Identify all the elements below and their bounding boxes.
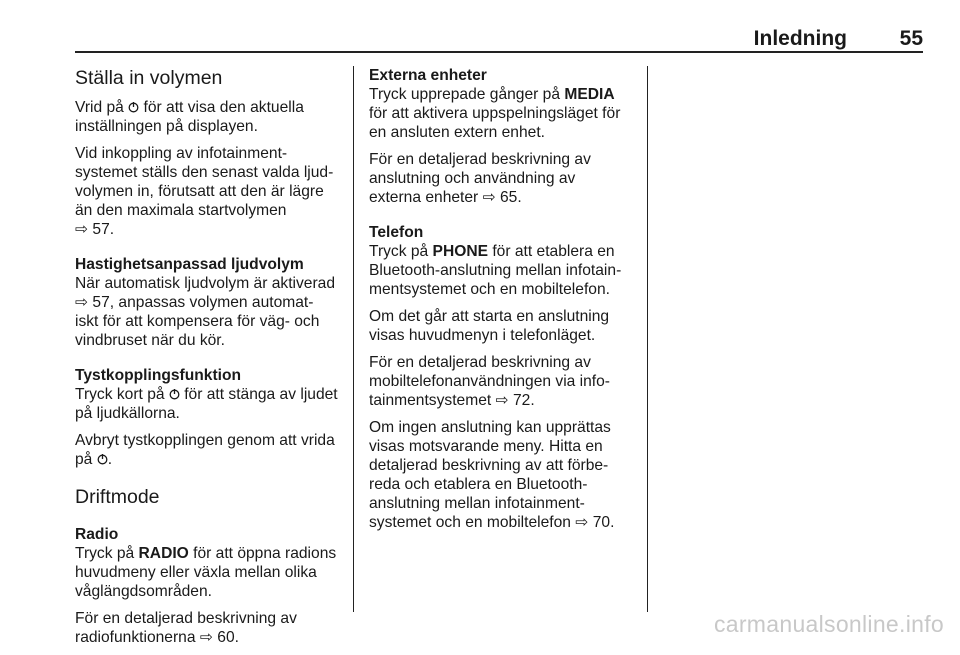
paragraph: Tryck upprepade gånger på MEDIA för att aktivera uppspelningsläget för en ansluten extern enhet. <box>369 86 621 141</box>
paragraph: Vid inkoppling av infotainment- systemet ställs den senast valda ljud- volymen in, förutsatt att den är lägre än den maximala startvolymen ⇨ 57. <box>75 145 334 238</box>
paragraph: Tryck på RADIO för att öppna radions huvudmeny eller växla mellan olika våglängdsområden. <box>75 545 337 600</box>
paragraph: Avbryt tystkopplingen genom att vrida på . <box>75 432 335 468</box>
page-reference[interactable]: 70. <box>592 514 615 531</box>
page-number: 55 <box>899 27 923 50</box>
subheading: Telefon <box>369 224 424 241</box>
power-knob-icon <box>128 101 139 113</box>
button-name-phone: PHONE <box>432 243 489 260</box>
subheading: Hastighetsanpassad ljudvolym <box>75 256 304 273</box>
paragraph: När automatisk ljudvolym är aktiverad ⇨ 57, anpassas volymen automat- iskt för att kompensera för väg- och vindbruset när du kör. <box>75 275 335 349</box>
reference-arrow-icon: ⇨ <box>199 629 213 646</box>
paragraph: För en detaljerad beskrivning av radiofunktionerna ⇨ 60. <box>75 610 297 646</box>
paragraph: Tryck kort på för att stänga av ljudet på ljudkällorna. <box>75 386 338 422</box>
reference-arrow-icon: ⇨ <box>75 221 89 238</box>
column-divider-left <box>353 66 354 612</box>
page-reference[interactable]: 60. <box>217 629 239 646</box>
heading-operation: Driftmode <box>75 486 160 508</box>
column-left <box>75 66 345 655</box>
column-divider-right <box>647 66 648 612</box>
paragraph: För en detaljerad beskrivning av anslutning och användning av externa enheter ⇨ 65. <box>369 151 591 206</box>
power-knob-icon <box>169 388 180 400</box>
reference-arrow-icon: ⇨ <box>495 392 509 409</box>
subheading: Radio <box>75 526 119 543</box>
page-header <box>0 27 960 53</box>
paragraph: Om det går att starta en anslutning visas huvudmenyn i telefonläget. <box>369 308 610 344</box>
paragraph: Vrid på för att visa den aktuella inställningen på displayen. <box>75 99 304 135</box>
page-reference[interactable]: 57. <box>92 221 115 238</box>
column-middle <box>369 66 639 540</box>
reference-arrow-icon: ⇨ <box>75 294 89 311</box>
header-rule <box>75 51 923 53</box>
button-name-radio: RADIO <box>138 545 189 562</box>
paragraph: Tryck på PHONE för att etablera en Bluetooth-anslutning mellan infotain- mentsystemet och en mobiltelefon. <box>369 243 622 298</box>
reference-arrow-icon: ⇨ <box>575 514 589 531</box>
page-reference[interactable]: 65. <box>500 189 522 206</box>
page-reference[interactable]: 72. <box>512 392 535 409</box>
heading-volume: Ställa in volymen <box>75 67 223 89</box>
watermark: carmanualsonline.info <box>713 611 944 637</box>
power-knob-icon <box>97 453 108 465</box>
subheading: Tystkopplingsfunktion <box>75 367 242 384</box>
reference-arrow-icon: ⇨ <box>482 189 496 206</box>
section-title: Inledning <box>753 27 847 50</box>
button-name-media: MEDIA <box>564 86 615 103</box>
subheading: Externa enheter <box>369 67 487 84</box>
paragraph: Om ingen anslutning kan upprättas visas motsvarande meny. Hitta en detaljerad beskrivning av att förbe- reda och etablera en Bluetooth- anslutning mellan infotainment- systemet och en mobiltelefon ⇨ 70. <box>369 419 615 531</box>
paragraph: För en detaljerad beskrivning av mobiltelefonanvändningen via info- tainmentsystemet ⇨ 72. <box>369 354 611 409</box>
